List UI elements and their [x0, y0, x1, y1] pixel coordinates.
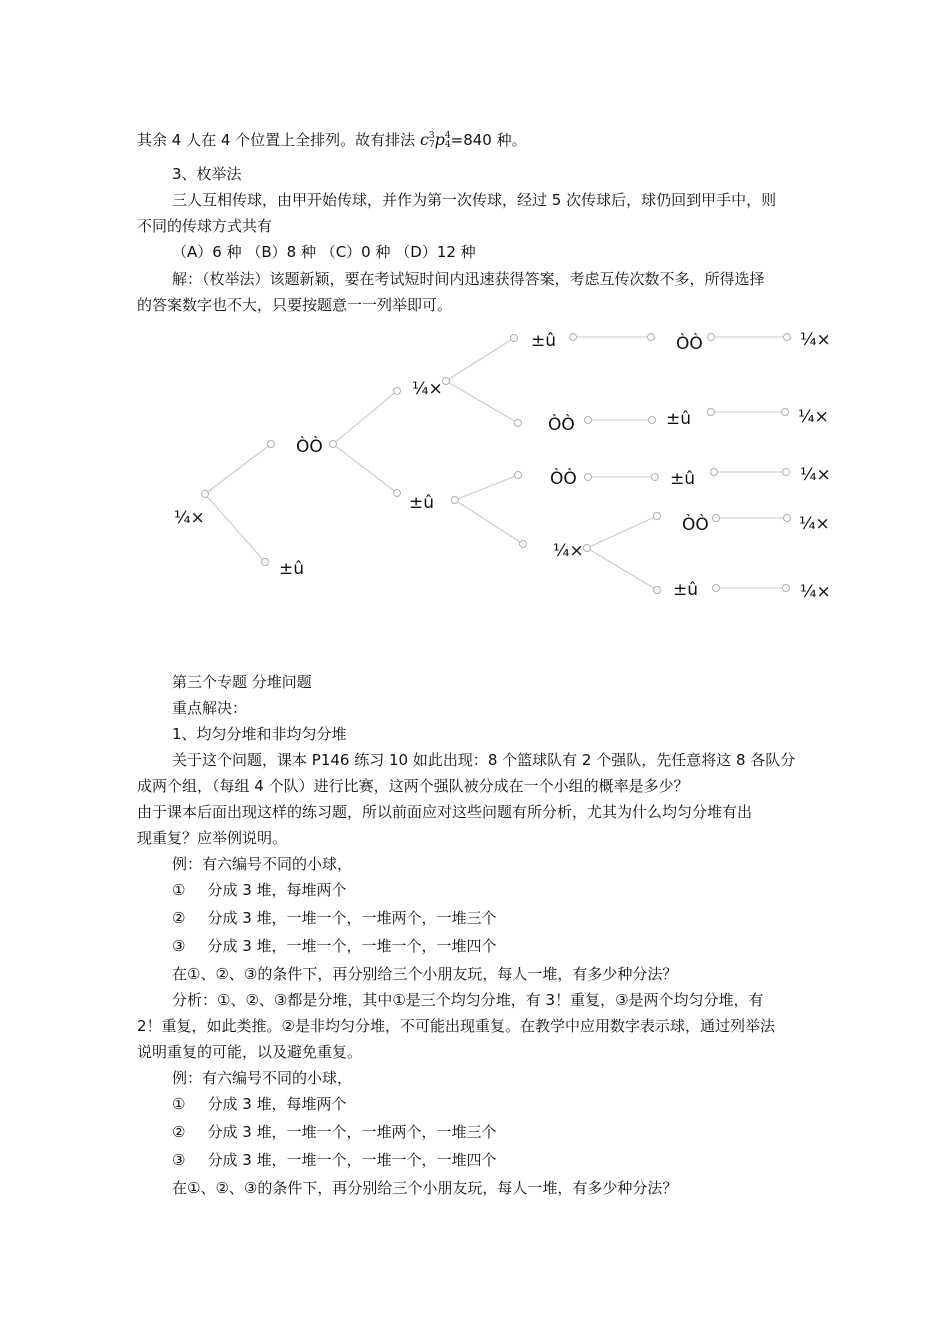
formula-c-sup: 3: [428, 130, 435, 141]
tree-edge: [333, 444, 397, 493]
item-number: ①: [172, 881, 186, 899]
example-1-item-3: [172, 932, 852, 960]
tree-label-l5-d: ¼×: [799, 514, 830, 534]
item-text: 分成 3 堆，一堆一个，一堆一个，一堆四个: [207, 937, 497, 955]
tree-label-l1-top: ÒÒ: [296, 437, 323, 457]
analysis-line-2: 2！重复，如此类推。②是非均匀分堆，不可能出现重复。在教学中应用数字表示球，通过列举法: [137, 1017, 775, 1035]
formula-p-sub: 4: [444, 139, 451, 150]
tree-edge: [587, 548, 657, 590]
tree-node: [394, 490, 401, 497]
tree-edge: [446, 381, 518, 423]
tree-node: [648, 334, 655, 341]
tree-node: [708, 409, 715, 416]
tree-label-l5-c: ¼×: [800, 465, 831, 485]
item-text: 分成 3 堆，每堆两个: [207, 1095, 347, 1113]
item-number: ①: [172, 1095, 186, 1113]
key-points-label: 重点解决：: [172, 699, 248, 717]
tree-label-l5-a: ¼×: [800, 330, 831, 350]
tree-edges: [205, 337, 787, 590]
tree-node: [652, 474, 659, 481]
analysis-line-1: 分析：①、②、③都是分堆，其中①是三个均匀分堆，有 3！重复，③是两个均匀分堆，有: [172, 991, 764, 1009]
example-1-title: 例：有六编号不同的小球，: [172, 855, 353, 873]
tree-label-l1-bottom: ±û: [279, 559, 305, 579]
tree-node: [783, 469, 790, 476]
formula-c-letter: c: [419, 130, 429, 149]
tree-edge: [587, 516, 657, 548]
tree-node: [711, 469, 718, 476]
tree-node: [520, 541, 527, 548]
tree-label-l5-e: ¼×: [800, 582, 831, 602]
example-2-title: 例：有六编号不同的小球，: [172, 1069, 353, 1087]
passing-tree-diagram: [0, 0, 950, 640]
item-number: ②: [172, 909, 186, 927]
tree-edge: [455, 500, 523, 544]
tree-node: [713, 585, 720, 592]
section-3-title: 3、枚举法: [172, 165, 242, 183]
tree-node: [783, 585, 790, 592]
tree-node: [202, 491, 209, 498]
tree-node: [654, 587, 661, 594]
tree-labels: [174, 330, 831, 602]
item-text: 分成 3 堆，一堆一个，一堆一个，一堆四个: [207, 1151, 497, 1169]
tree-label-l3-a: ±û: [531, 331, 557, 351]
example-1-question: 在①、②、③的条件下，再分别给三个小朋友玩，每人一堆，有多少种分法？: [172, 965, 678, 983]
tree-node: [708, 334, 715, 341]
analysis-line-3: 说明重复的可能，以及避免重复。: [137, 1043, 363, 1061]
tree-label-l4-c: ±û: [670, 469, 696, 489]
tree-label-l5-b: ¼×: [798, 407, 829, 427]
tree-node: [511, 335, 518, 342]
problem-line-2: 不同的传球方式共有: [137, 217, 273, 235]
tree-node: [784, 334, 791, 341]
tree-edge: [205, 494, 265, 562]
tree-node: [443, 378, 450, 385]
tree-node: [784, 515, 791, 522]
tree-node: [570, 334, 577, 341]
tree-label-l4-b: ±û: [666, 409, 692, 429]
item-number: ②: [172, 1123, 186, 1141]
formula-p-sup: 4: [444, 130, 451, 141]
text: 其余 4 人在 4 个位置上全排列。故有排法: [137, 131, 420, 149]
formula-p-letter: p: [434, 130, 445, 149]
tree-label-l4-e: ±û: [673, 580, 699, 600]
example-2-item-1: [172, 1090, 852, 1118]
tree-label-l2-a: ¼×: [412, 379, 443, 399]
formula-c-sub: 7: [428, 139, 435, 150]
tree-node: [330, 441, 337, 448]
tree-node: [262, 559, 269, 566]
problem-line-1: 三人互相传球，由甲开始传球，并作为第一次传球，经过 5 次传球后，球仍回到甲手中，则: [172, 191, 777, 209]
item-number: ③: [172, 1151, 186, 1169]
example-2-item-2: [172, 1118, 852, 1146]
answer-options: （A）6 种 （B）8 种 （C）0 种 （D）12 种: [172, 243, 476, 261]
tree-label-l3-b: ÒÒ: [548, 415, 575, 435]
tree-label-l2-b: ±û: [409, 493, 435, 513]
text: =840 种。: [450, 131, 527, 149]
tree-node: [782, 409, 789, 416]
item-text: 分成 3 堆，一堆一个，一堆两个，一堆三个: [207, 909, 497, 927]
tree-label-l4-d: ÒÒ: [682, 515, 709, 535]
intro-line-3: 由于课本后面出现这样的练习题，所以前面应对这些问题有所分析，尤其为什么均匀分堆有出: [137, 803, 753, 821]
tree-node: [713, 515, 720, 522]
tree-label-root: ¼×: [174, 508, 205, 528]
tree-edge: [446, 338, 514, 381]
example-2-question: 在①、②、③的条件下，再分别给三个小朋友玩，每人一堆，有多少种分法？: [172, 1179, 678, 1197]
intro-line-4: 现重复？应举例说明。: [137, 829, 288, 847]
item-number: ③: [172, 937, 186, 955]
example-1-item-2: [172, 904, 852, 932]
tree-edge: [455, 475, 518, 500]
tree-node: [515, 420, 522, 427]
topic-3-title: 第三个专题 分堆问题: [172, 673, 312, 691]
tree-node: [585, 474, 592, 481]
intro-line-1: 关于这个问题，课本 P146 练习 10 如此出现：8 个篮球队有 2 个强队，先任意将这 8 各队分: [172, 751, 796, 769]
tree-node: [268, 441, 275, 448]
tree-node: [515, 472, 522, 479]
tree-node: [452, 497, 459, 504]
subsection-1-title: 1、均匀分堆和非均匀分堆: [172, 725, 347, 743]
solution-line-1: 解：（枚举法）该题新颖，要在考试短时间内迅速获得答案，考虑互传次数不多，所得选择: [172, 270, 765, 288]
example-1-item-1: [172, 876, 852, 904]
tree-node: [654, 513, 661, 520]
tree-nodes: [202, 334, 791, 594]
tree-label-l3-c: ÒÒ: [550, 469, 577, 489]
tree-label-l3-d: ¼×: [553, 541, 584, 561]
tree-edge: [205, 444, 271, 494]
solution-line-2: 的答案数字也不大，只要按题意一一列举即可。: [137, 296, 453, 314]
tree-edge: [333, 391, 397, 444]
item-text: 分成 3 堆，每堆两个: [207, 881, 347, 899]
tree-node: [584, 545, 591, 552]
example-2-item-3: [172, 1146, 852, 1174]
item-text: 分成 3 堆，一堆一个，一堆两个，一堆三个: [207, 1123, 497, 1141]
tree-node: [394, 388, 401, 395]
tree-node: [585, 417, 592, 424]
tree-label-l4-a: ÒÒ: [676, 334, 703, 354]
intro-line-2: 成两个组，（每组 4 个队）进行比赛，这两个强队被分成在一个小组的概率是多少？: [137, 777, 689, 795]
tree-node: [649, 417, 656, 424]
